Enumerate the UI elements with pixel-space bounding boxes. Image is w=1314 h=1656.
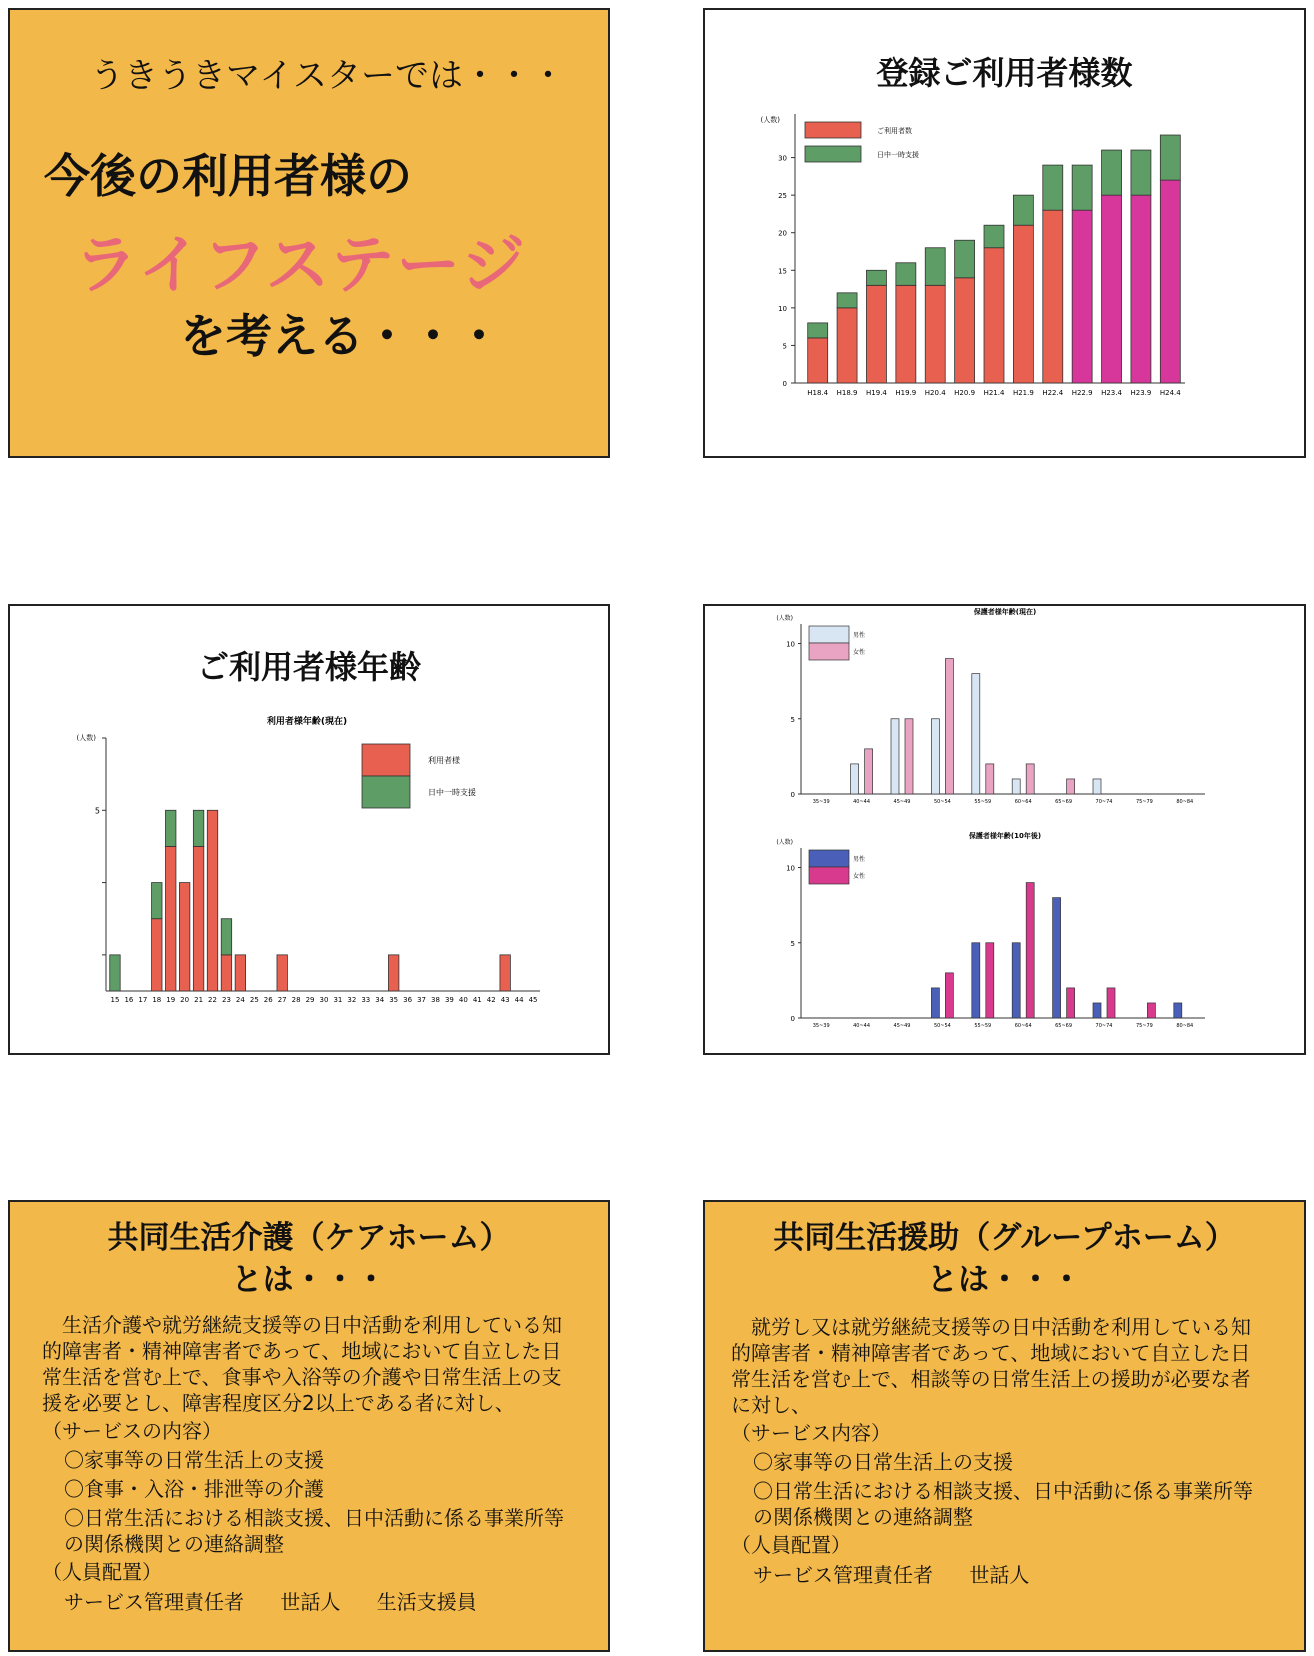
x-tick-label: H22.9: [1071, 389, 1093, 397]
x-tick-label: 37: [417, 996, 427, 1004]
x-tick-label: 50~54: [933, 799, 951, 805]
group-home-services-heading: （サービス内容）: [731, 1421, 891, 1445]
bar-day-support: [165, 810, 175, 846]
bar-male: [1053, 898, 1061, 1018]
x-tick-label: H19.4: [866, 389, 887, 397]
x-tick-label: 34: [375, 996, 385, 1004]
group-home-title-sub: とは・・・: [927, 1262, 1082, 1298]
bar-female: [905, 719, 913, 794]
care-home-body: [42, 1312, 572, 1615]
x-tick-label: 40: [458, 996, 468, 1004]
x-tick-label: 30: [319, 996, 329, 1004]
x-tick-label: 21: [194, 996, 204, 1004]
x-tick-label: 29: [305, 996, 315, 1004]
x-tick-label: 17: [138, 996, 148, 1004]
registered-users-chart: [705, 10, 1304, 456]
x-tick-label: H23.4: [1101, 389, 1122, 397]
bar-users: [179, 883, 189, 991]
bar-male: [931, 719, 939, 794]
y-unit-label: (人数): [776, 615, 793, 622]
headline-line2: ライフステージ: [74, 229, 528, 303]
bar-users: [1072, 210, 1092, 383]
bar-users: [277, 955, 287, 991]
bar-day-support: [193, 810, 203, 846]
care-home-service-item: 〇家事等の日常生活上の支援: [64, 1448, 324, 1472]
bar-day-support: [110, 955, 120, 991]
user-age-heading: ご利用者様年齢: [196, 648, 421, 686]
bar-day-support: [152, 883, 162, 919]
x-tick-label: 60~64: [1014, 1023, 1032, 1029]
legend-label: 日中一時支援: [877, 151, 919, 159]
x-tick-label: 65~69: [1055, 799, 1073, 805]
bar-users: [1160, 180, 1180, 383]
y-tick-label: 15: [778, 267, 787, 276]
bar-female: [986, 764, 994, 794]
bar-users: [1013, 225, 1033, 383]
x-tick-label: 45~49: [893, 799, 911, 805]
bar-users: [1131, 195, 1151, 383]
care-home-title-sub: とは・・・: [231, 1262, 387, 1298]
registered-users-panel: [703, 8, 1306, 458]
bar-users: [837, 308, 857, 383]
y-unit-label: (人数): [76, 734, 96, 742]
bar-day-support: [837, 293, 857, 308]
x-tick-label: H22.4: [1042, 389, 1064, 397]
chart-title: 保護者様年齢(現在): [973, 608, 1037, 616]
group-home-staff-heading: （人員配置）: [731, 1533, 851, 1557]
x-tick-label: H20.9: [954, 389, 976, 397]
bar-day-support: [1160, 135, 1180, 180]
bar-female: [1067, 988, 1075, 1018]
bar-day-support: [1043, 165, 1063, 210]
x-tick-label: 45~49: [893, 1023, 911, 1029]
bar-male: [1012, 943, 1020, 1018]
legend-swatch-female: [809, 643, 849, 660]
bar-female: [1026, 764, 1034, 794]
legend-swatch-day-support: [362, 776, 410, 808]
group-home-panel: [703, 1200, 1306, 1652]
x-tick-label: 70~74: [1095, 799, 1113, 805]
x-tick-label: 19: [166, 996, 176, 1004]
bar-male: [1012, 779, 1020, 794]
bar-male: [1093, 1003, 1101, 1018]
bar-day-support: [1102, 150, 1122, 195]
x-tick-label: H18.9: [836, 389, 858, 397]
x-tick-label: 26: [263, 996, 273, 1004]
x-tick-label: 28: [291, 996, 301, 1004]
x-tick-label: 70~74: [1095, 1023, 1113, 1029]
care-home-service-item: 〇日常生活における相談支援、日中活動に係る事業所等の関係機関との連絡調整: [64, 1506, 564, 1556]
x-tick-label: 44: [514, 996, 524, 1004]
y-tick-label: 0: [790, 791, 795, 799]
x-tick-label: 65~69: [1055, 1023, 1073, 1029]
x-tick-label: 60~64: [1014, 799, 1032, 805]
y-tick-label: 5: [790, 715, 795, 724]
bar-users: [193, 846, 203, 991]
bar-users: [207, 810, 217, 991]
bar-users: [221, 955, 231, 991]
y-tick-label: 0: [790, 1015, 795, 1023]
x-tick-label: 16: [124, 996, 134, 1004]
bar-users: [235, 955, 245, 991]
x-tick-label: 75~79: [1135, 1023, 1153, 1029]
x-tick-label: 50~54: [933, 1023, 951, 1029]
group-home-service-item: 〇日常生活における相談支援、日中活動に係る事業所等の関係機関との連絡調整: [753, 1479, 1253, 1529]
y-tick-label: 5: [94, 806, 100, 816]
intro-text: うきうきマイスターでは・・・: [90, 56, 565, 96]
x-tick-label: 35: [389, 996, 399, 1004]
x-tick-label: 15: [110, 996, 120, 1004]
x-tick-label: 39: [444, 996, 454, 1004]
bar-users: [165, 846, 175, 991]
group-home-staff: サービス管理責任者 世話人: [753, 1563, 1030, 1587]
x-tick-label: 40~44: [853, 799, 871, 805]
group-home-title: 共同生活援助（グループホーム）: [773, 1220, 1236, 1256]
x-tick-label: 55~59: [974, 799, 992, 805]
bar-users: [152, 919, 162, 991]
guardian-age-panel: [703, 604, 1306, 1055]
x-tick-label: 18: [152, 996, 162, 1004]
bar-female: [1147, 1003, 1155, 1018]
bar-day-support: [1131, 150, 1151, 195]
x-tick-label: 33: [361, 996, 371, 1004]
care-home-staff: サービス管理責任者 世話人 生活支援員: [64, 1590, 477, 1614]
legend-swatch-users: [805, 122, 861, 138]
y-tick-label: 10: [786, 864, 795, 873]
x-tick-label: 41: [472, 996, 482, 1004]
x-tick-label: 24: [235, 996, 245, 1004]
x-tick-label: 42: [486, 996, 496, 1004]
x-tick-label: 45: [528, 996, 538, 1004]
x-tick-label: 36: [403, 996, 413, 1004]
bar-female: [945, 973, 953, 1018]
y-unit-label: (人数): [760, 116, 780, 124]
guardian-age-10y-chart: [705, 830, 1304, 1054]
bar-day-support: [955, 240, 975, 278]
x-tick-label: 32: [347, 996, 357, 1004]
group-home-service-item: 〇家事等の日常生活上の支援: [753, 1450, 1013, 1474]
y-tick-label: 5: [790, 939, 795, 948]
bar-male: [891, 719, 899, 794]
bar-users: [388, 955, 398, 991]
y-tick-label: 30: [778, 154, 787, 163]
user-age-chart: [10, 606, 608, 1053]
bar-male: [851, 764, 859, 794]
bar-male: [1093, 779, 1101, 794]
bar-female: [945, 659, 953, 794]
bar-female: [1026, 883, 1034, 1018]
bar-male: [1174, 1003, 1182, 1018]
bar-users: [1043, 210, 1063, 383]
bar-day-support: [984, 225, 1004, 248]
legend-label: ご利用者数: [877, 127, 912, 135]
y-tick-label: 0: [782, 380, 787, 388]
x-tick-label: 80~84: [1176, 1023, 1194, 1029]
y-tick-label: 10: [778, 304, 787, 313]
bar-day-support: [808, 323, 828, 338]
legend-label: 利用者様: [428, 756, 460, 765]
bar-users: [925, 285, 945, 383]
bar-users: [808, 338, 828, 383]
x-tick-label: 40~44: [853, 1023, 871, 1029]
x-tick-label: H18.4: [807, 389, 829, 397]
legend-swatch-male: [809, 850, 849, 867]
legend-swatch-female: [809, 867, 849, 884]
chart-title: 利用者様年齢(現在): [266, 717, 348, 727]
guardian-age-now-chart: [705, 606, 1304, 830]
bar-male: [972, 943, 980, 1018]
x-tick-label: 31: [333, 996, 343, 1004]
chart-title: 保護者様年齢(10年後): [968, 832, 1042, 840]
y-tick-label: 20: [778, 229, 787, 238]
bar-users: [984, 248, 1004, 383]
bar-users: [955, 278, 975, 383]
care-home-services-heading: （サービスの内容）: [42, 1419, 222, 1443]
care-home-description: 生活介護や就労継続支援等の日中活動を利用している知的障害者・精神障害者であって、地域において自立した日常生活を営む上で、食事や入浴等の介護や日常生活上の支援を必要とし、障害程度区分2以上である者に対し、: [42, 1313, 562, 1415]
legend-label: 男性: [853, 856, 866, 863]
x-tick-label: 75~79: [1135, 799, 1153, 805]
x-tick-label: 80~84: [1176, 799, 1194, 805]
bar-day-support: [1072, 165, 1092, 210]
registered-users-heading: 登録ご利用者様数: [876, 54, 1133, 92]
x-tick-label: 55~59: [974, 1023, 992, 1029]
legend-swatch-day-support: [805, 146, 861, 162]
x-tick-label: 38: [431, 996, 440, 1004]
bar-day-support: [866, 270, 886, 285]
legend-swatch-users: [362, 744, 410, 776]
user-age-panel: [8, 604, 610, 1055]
bar-day-support: [925, 248, 945, 286]
bar-day-support: [221, 919, 231, 955]
bar-male: [972, 674, 980, 794]
x-tick-label: 20: [180, 996, 190, 1004]
care-home-title: 共同生活介護（ケアホーム）: [107, 1220, 511, 1256]
intro-panel: [8, 8, 610, 458]
bar-male: [931, 988, 939, 1018]
bar-users: [1102, 195, 1122, 383]
x-tick-label: H21.4: [983, 389, 1005, 397]
legend-label: 女性: [853, 873, 866, 880]
headline-line3: を考える・・・: [180, 309, 502, 363]
bar-female: [986, 943, 994, 1018]
x-tick-label: 22: [208, 996, 217, 1004]
y-tick-label: 5: [782, 342, 787, 351]
bar-female: [865, 749, 873, 794]
x-tick-label: 25: [249, 996, 259, 1004]
y-unit-label: (人数): [776, 839, 793, 846]
legend-label: 男性: [853, 632, 866, 639]
bar-day-support: [896, 263, 916, 286]
care-home-panel: [8, 1200, 610, 1652]
bar-female: [1107, 988, 1115, 1018]
bar-female: [1067, 779, 1075, 794]
headline-line1: 今後の利用者様の: [44, 149, 412, 203]
bar-day-support: [1013, 195, 1033, 225]
group-home-body: [731, 1314, 1261, 1588]
care-home-staff-heading: （人員配置）: [42, 1560, 162, 1584]
bar-users: [896, 285, 916, 383]
x-tick-label: 27: [277, 996, 287, 1004]
x-tick-label: H24.4: [1159, 389, 1181, 397]
x-tick-label: H21.9: [1012, 389, 1034, 397]
x-tick-label: H20.4: [924, 389, 946, 397]
x-tick-label: 35~39: [812, 799, 830, 805]
bar-users: [866, 285, 886, 383]
legend-label: 女性: [853, 649, 866, 656]
x-tick-label: 23: [221, 996, 231, 1004]
legend-label: 日中一時支援: [428, 788, 476, 797]
bar-users: [500, 955, 510, 991]
x-tick-label: H23.9: [1130, 389, 1152, 397]
x-tick-label: H19.9: [895, 389, 917, 397]
group-home-description: 就労し又は就労継続支援等の日中活動を利用している知的障害者・精神障害者であって、地域において自立した日常生活を営む上で、相談等の日常生活上の援助が必要な者に対し、: [731, 1315, 1251, 1417]
legend-swatch-male: [809, 626, 849, 643]
y-tick-label: 10: [786, 640, 795, 649]
x-tick-label: 43: [500, 996, 510, 1004]
care-home-service-item: 〇食事・入浴・排泄等の介護: [64, 1477, 324, 1501]
x-tick-label: 35~39: [812, 1023, 830, 1029]
y-tick-label: 25: [778, 192, 787, 201]
